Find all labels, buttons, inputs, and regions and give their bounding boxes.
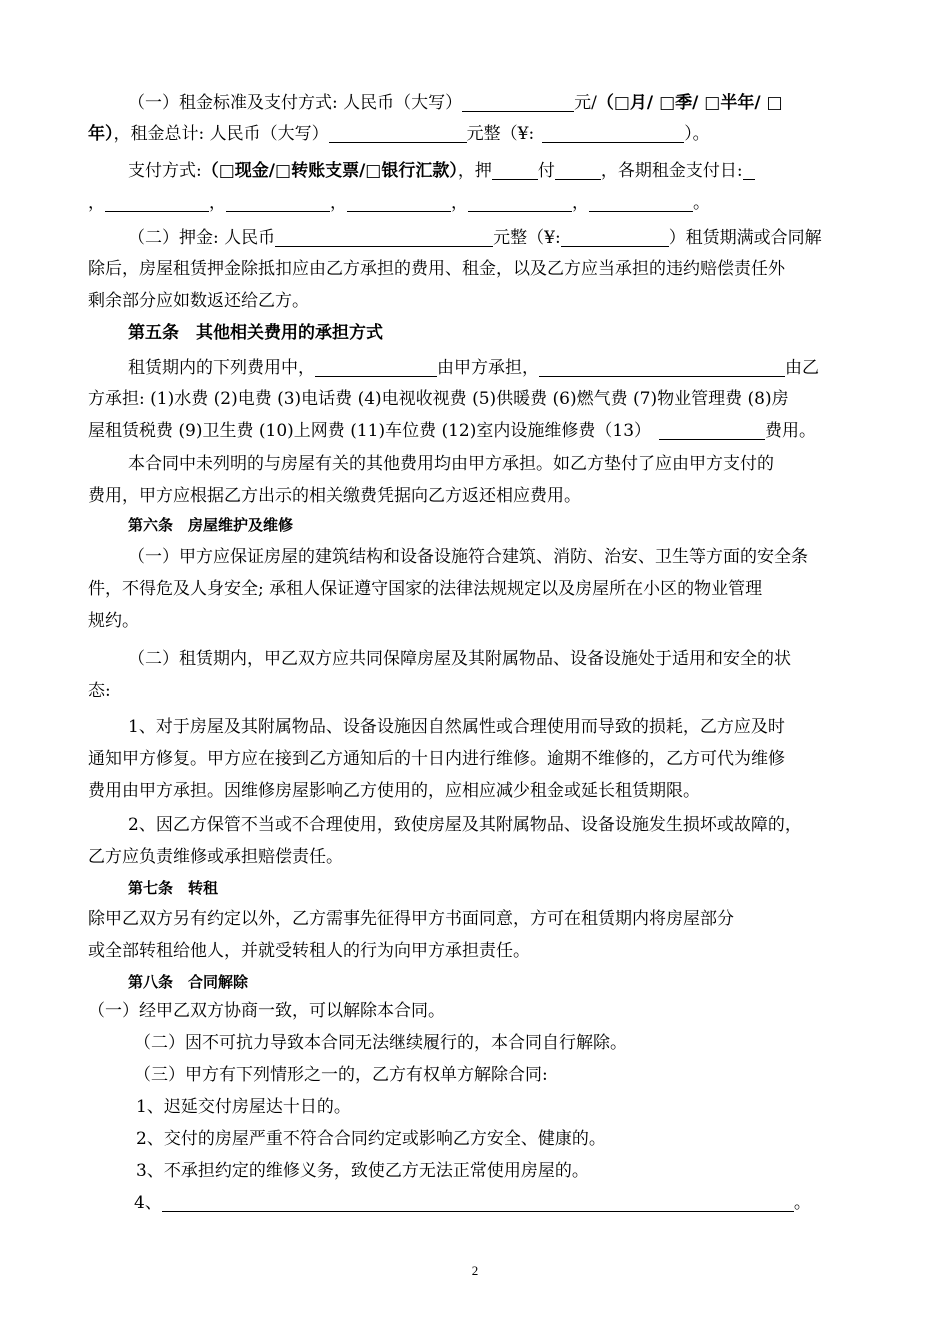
maintenance-p4-line-2: 乙方应负责维修或承担赔偿责任。	[88, 847, 343, 867]
payment-date-blank-3[interactable]	[347, 190, 451, 212]
article-7-heading: 第七条 转租	[128, 879, 219, 897]
rent-standard-line-1: （一）租金标准及支付方式: 人民币（大写） 元/（□月/ □季/ □半年/ □	[128, 87, 783, 119]
deposit-line-1: （二）押金: 人民币 元整（¥: ）租赁期满或合同解	[128, 222, 822, 254]
payment-date-blank-2[interactable]	[226, 190, 330, 212]
deposit-line-2: 除后，房屋租赁押金除抵扣应由乙方承担的费用、租金，以及乙方应当承担的违约赔偿责任外	[88, 259, 785, 279]
other-fees-line-2: 费用，甲方应根据乙方出示的相关缴费凭据向乙方返还相应费用。	[88, 486, 581, 506]
rent-total-number-blank[interactable]	[542, 121, 684, 143]
pay-months-blank[interactable]	[555, 158, 601, 180]
article-6-heading: 第六条 房屋维护及维修	[128, 516, 294, 534]
maintenance-p2-line-2: 态:	[88, 681, 111, 701]
maintenance-p2-line-1: （二）租赁期内，甲乙双方应共同保障房屋及其附属物品、设备设施处于适用和安全的状	[128, 649, 791, 669]
article-5-heading: 第五条 其他相关费用的承担方式	[128, 323, 383, 343]
termination-item: （三）甲方有下列情形之一的，乙方有权单方解除合同:	[134, 1065, 548, 1085]
payment-method-line-2: ， ， ， ， ， 。	[88, 187, 710, 219]
landlord-fees-blank[interactable]	[315, 355, 437, 377]
fees-line-2: 方承担: (1)水费 (2)电费 (3)电话费 (4)电视收视费 (5)供暖费 (6)燃气费 (7)物业管理费 (8)房	[88, 389, 789, 409]
page-number: 2	[471, 1263, 479, 1278]
maintenance-p1-line-2: 件，不得危及人身安全; 承租人保证遵守国家的法律法规规定以及房屋所在小区的物业管理	[88, 579, 763, 599]
termination-item-4-blank[interactable]	[162, 1190, 794, 1212]
other-fee-blank[interactable]	[659, 418, 765, 440]
other-fees-line-1: 本合同中未列明的与房屋有关的其他费用均由甲方承担。如乙方垫付了应由甲方支付的	[128, 454, 774, 474]
maintenance-p1-line-1: （一）甲方应保证房屋的建筑结构和设备设施符合建筑、消防、治安、卫生等方面的安全条	[128, 547, 808, 567]
rent-standard-line-2: 年），租金总计: 人民币（大写） 元整（¥: ）。	[88, 118, 710, 150]
maintenance-p1-line-3: 规约。	[88, 611, 139, 631]
rent-total-blank[interactable]	[329, 121, 467, 143]
sublease-line-2: 或全部转租给他人，并就受转租人的行为向甲方承担责任。	[88, 941, 530, 961]
payment-date-blank-4[interactable]	[468, 190, 572, 212]
termination-item: 2、交付的房屋严重不符合合同约定或影响乙方安全、健康的。	[136, 1129, 606, 1149]
payment-method-options[interactable]: （□现金/□转账支票/□银行汇款）	[201, 161, 458, 181]
payment-date-blank-1[interactable]	[105, 190, 209, 212]
sublease-line-1: 除甲乙双方另有约定以外，乙方需事先征得甲方书面同意，方可在租赁期内将房屋部分	[88, 909, 734, 929]
termination-item: （一）经甲乙双方协商一致，可以解除本合同。	[88, 1001, 445, 1021]
maintenance-p3-line-1: 1、对于房屋及其附属物品、设备设施因自然属性或合理使用而导致的损耗，乙方应及时	[128, 717, 785, 737]
termination-item-4: 4、 。	[134, 1187, 811, 1219]
payment-date-blank-5[interactable]	[589, 190, 693, 212]
termination-item: 3、不承担约定的维修义务，致使乙方无法正常使用房屋的。	[136, 1161, 589, 1181]
maintenance-p4-line-1: 2、因乙方保管不当或不合理使用，致使房屋及其附属物品、设备设施发生损坏或故障的，	[128, 815, 802, 835]
payment-method-line-1: 支付方式:（□现金/□转账支票/□银行汇款），押 付 ，各期租金支付日:	[128, 155, 755, 187]
termination-item: （二）因不可抗力导致本合同无法继续履行的，本合同自行解除。	[134, 1033, 627, 1053]
fees-line-1: 租赁期内的下列费用中， 由甲方承担， 由乙	[128, 352, 819, 384]
payment-date-blank-0[interactable]	[743, 158, 755, 180]
maintenance-p3-line-2: 通知甲方修复。甲方应在接到乙方通知后的十日内进行维修。逾期不维修的，乙方可代为维修	[88, 749, 785, 769]
maintenance-p3-line-3: 费用由甲方承担。因维修房屋影响乙方使用的，应相应减少租金或延长租赁期限。	[88, 781, 700, 801]
article-8-heading: 第八条 合同解除	[128, 973, 249, 991]
rent-amount-blank[interactable]	[462, 90, 574, 112]
deposit-amount-blank[interactable]	[275, 225, 493, 247]
rent-period-options[interactable]: （□月/ □季/ □半年/ □	[596, 93, 783, 113]
termination-item: 1、迟延交付房屋达十日的。	[136, 1097, 351, 1117]
deposit-line-3: 剩余部分应如数返还给乙方。	[88, 291, 309, 311]
deposit-months-blank[interactable]	[492, 158, 538, 180]
deposit-number-blank[interactable]	[561, 225, 669, 247]
tenant-fees-blank[interactable]	[539, 355, 785, 377]
fees-line-3: 屋租赁税费 (9)卫生费 (10)上网费 (11)车位费 (12)室内设施维修费（13） 费用。	[88, 415, 816, 447]
